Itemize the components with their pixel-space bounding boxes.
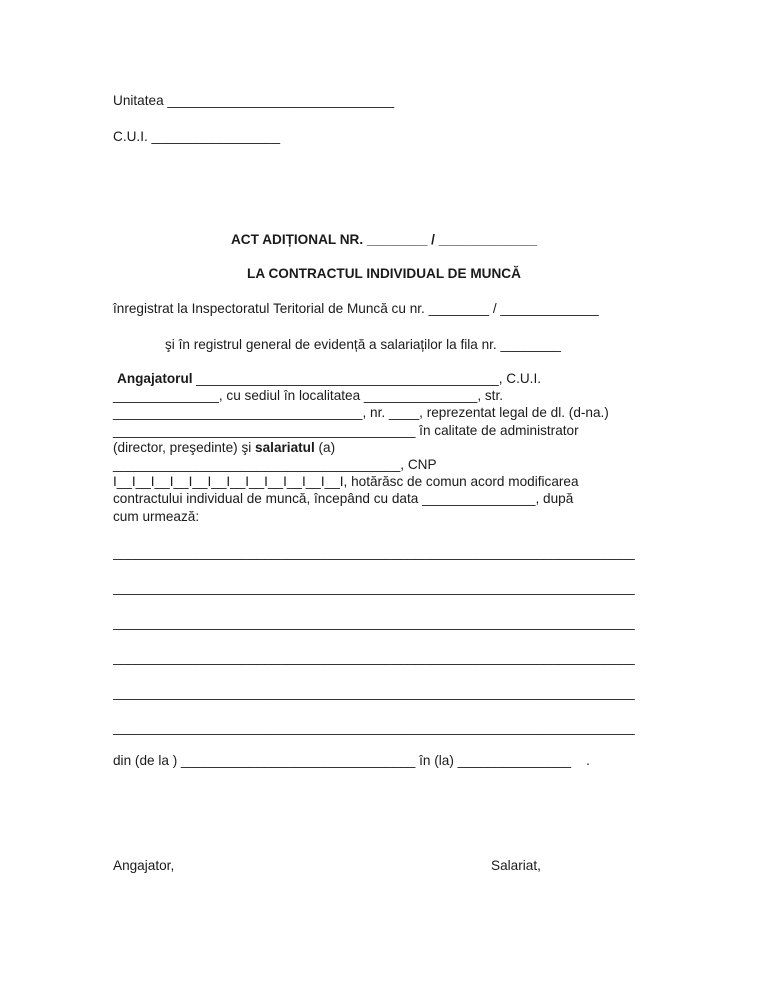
employer-label: Angajatorul <box>117 371 193 386</box>
blank-line: _____________________________________________________________________ <box>113 615 635 630</box>
employer-signature: Angajator, <box>113 858 175 873</box>
paragraph-row: ______________, cu sediul în localitatea _______________, str. <box>113 388 504 404</box>
paragraph-row <box>113 439 658 456</box>
employee-label: salariatul <box>255 439 315 455</box>
paragraph-row: contractului individual de muncă, începând cu data _______________, după <box>113 491 574 507</box>
blank-line: _____________________________________________________________________ <box>113 720 635 735</box>
employee-signature: Salariat, <box>491 858 541 873</box>
document-subtitle: LA CONTRACTUL INDIVIDUAL DE MUNCĂ <box>247 266 521 281</box>
blank-line: _____________________________________________________________________ <box>113 580 635 595</box>
paragraph-text: (a) <box>314 439 336 455</box>
paragraph-row: _________________________________, nr. ____, reprezentat legal de dl. (d-na.) <box>113 405 609 421</box>
paragraph-text: ________________________________________, C.U.I. <box>192 371 542 386</box>
registration-line: înregistrat la Inspectoratul Teritorial de Muncă cu nr. ________ / _____________ <box>113 301 599 316</box>
blank-line: _____________________________________________________________________ <box>113 650 635 665</box>
blank-line: _____________________________________________________________________ <box>113 685 635 700</box>
paragraph-row <box>113 370 658 387</box>
unit-field: Unitatea ______________________________ <box>113 93 395 108</box>
cnp-row: I__I__I__I__I__I__I__I__I__I__I__I__I, hotărăsc de comun acord modificarea <box>113 474 579 490</box>
agreement-paragraph <box>113 370 658 525</box>
blank-line: _____________________________________________________________________ <box>113 545 635 560</box>
paragraph-row: ________________________________________ în calitate de administrator <box>113 422 579 438</box>
register-line: şi în registrul general de evidență a salariaților la fila nr. ________ <box>165 337 561 352</box>
paragraph-text: (director, preşedinte) şi <box>113 439 256 455</box>
cui-field: C.U.I. _________________ <box>113 129 281 144</box>
paragraph-row: cum urmează: <box>113 508 200 524</box>
paragraph-row: ______________________________________, CNP <box>113 456 437 472</box>
document-title: ACT ADIȚIONAL NR. ________ / _____________ <box>230 232 538 247</box>
period-line: din (de la ) _______________________________ în (la) _______________ . <box>113 753 590 768</box>
